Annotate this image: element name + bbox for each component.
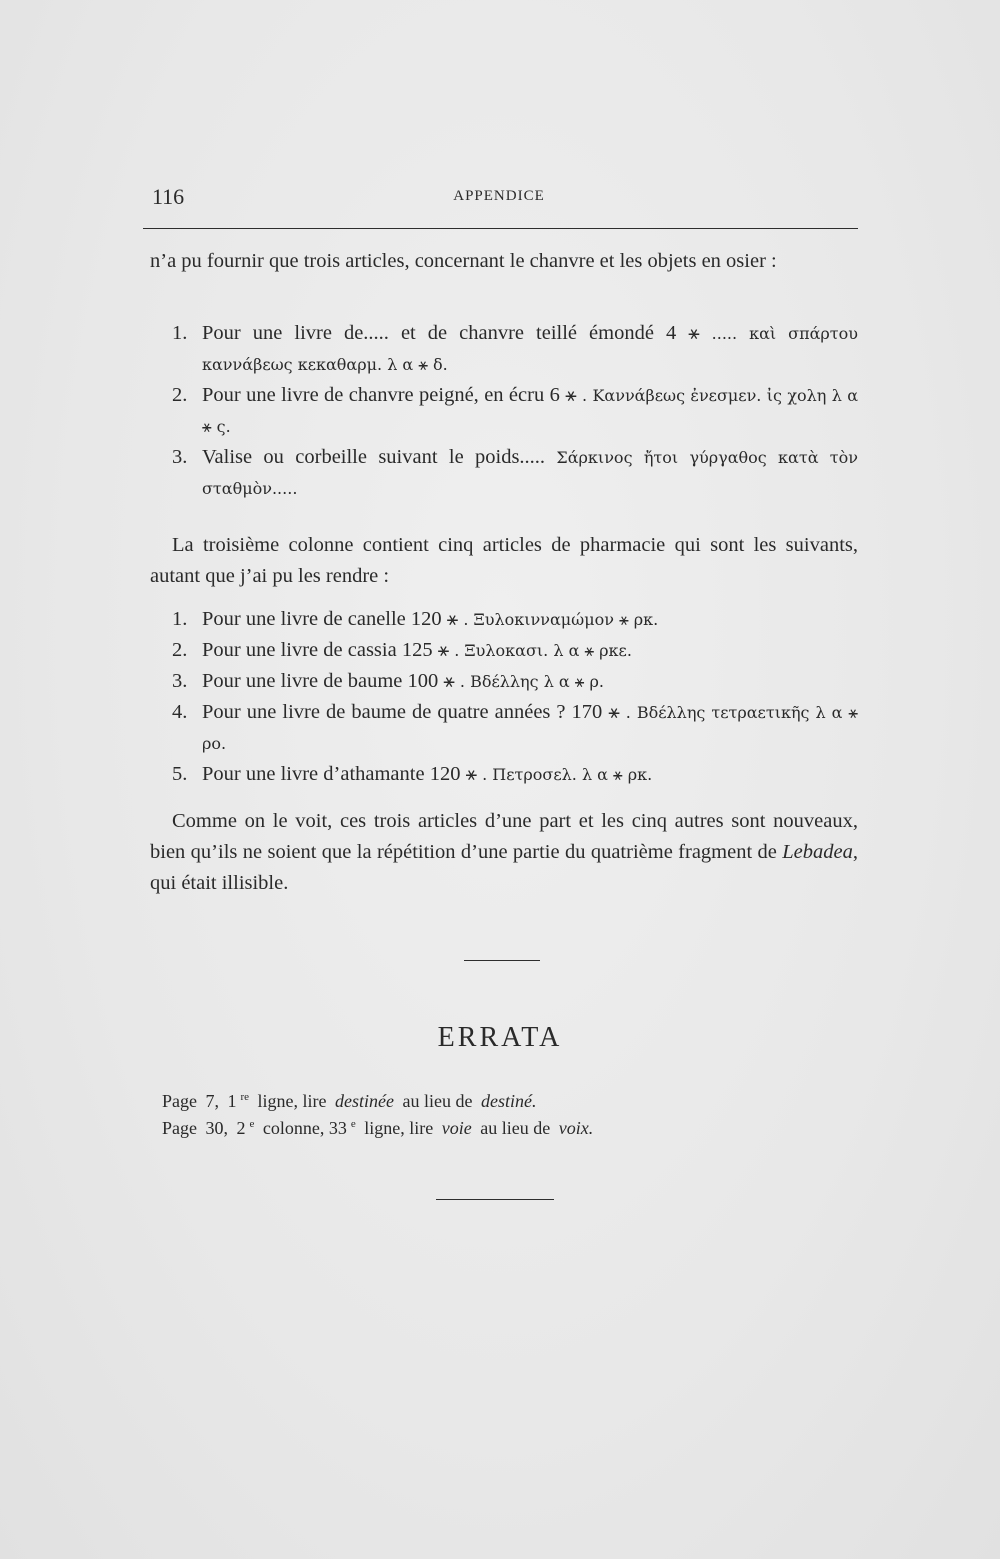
item-greek: ..... καὶ σπάρτου καννάβεως κεκαθαρμ. λ α ⚹ δ.: [202, 324, 859, 374]
item-body: [202, 380, 858, 442]
item-number: 3.: [172, 446, 188, 468]
errata-rest-tail: ligne, lire: [364, 1118, 434, 1138]
errata-rest: [263, 1118, 356, 1138]
denarius-mark-icon: ⚹: [443, 670, 455, 692]
item-number: 2.: [172, 639, 188, 661]
item-body: [202, 318, 858, 380]
errata-title: ERRATA: [437, 1022, 563, 1053]
item-greek: . Βδέλλης τετραετικῆς λ α ⚹ ρο.: [202, 703, 859, 753]
page-number: 116: [152, 184, 185, 209]
item-text: Pour une livre de baume de quatre années ? 170: [202, 701, 603, 723]
list-item: [172, 635, 858, 666]
list-item: [172, 604, 858, 635]
list-item: [172, 697, 858, 759]
pharmacy-paragraph: La troisième colonne contient cinq articles de pharmacie qui sont les suivants, autant que j’ai pu les rendre :: [150, 534, 858, 587]
denarius-mark-icon: ⚹: [688, 322, 700, 344]
list-item: [172, 666, 858, 697]
errata-page: 7,: [205, 1091, 219, 1111]
item-body: [202, 635, 858, 666]
intro-paragraph: n’a pu fournir que trois articles, concernant le chanvre et les objets en osier :: [150, 250, 777, 272]
pharmacy-items-list: [172, 604, 858, 790]
list-item: [172, 380, 858, 442]
end-divider: [436, 1199, 554, 1200]
errata-line: [237, 1118, 255, 1138]
item-text: Pour une livre d’athamante 120: [202, 763, 461, 785]
item-greek: . Πετροσελ. λ α ⚹ ρκ.: [482, 765, 653, 784]
item-number: 3.: [172, 670, 188, 692]
errata-rest: ligne, lire: [257, 1091, 327, 1111]
item-number: 1.: [172, 322, 188, 344]
errata-line: [228, 1091, 250, 1111]
item-greek: . Ξυλοκινναμώμον ⚹ ρκ.: [463, 610, 659, 629]
item-greek: . Καννάβεως ἐνεσμεν. ἰς χολη λ α ⚹ ς.: [202, 386, 859, 436]
item-body: [202, 697, 858, 759]
errata-page-label: Page: [162, 1118, 197, 1138]
denarius-mark-icon: ⚹: [565, 384, 577, 406]
item-text: Pour une livre de chanvre peigné, en écru 6: [202, 384, 560, 406]
running-title: APPENDICE: [453, 188, 545, 204]
conclusion-paragraph: [150, 806, 858, 899]
header-rule: [143, 228, 858, 229]
item-text: Pour une livre de canelle 120: [202, 608, 442, 630]
errata-mid: au lieu de: [402, 1091, 473, 1111]
item-greek: . Βδέλλης λ α ⚹ ρ.: [459, 672, 604, 691]
item-body: [202, 759, 858, 790]
item-text: Pour une livre de cassia 125: [202, 639, 433, 661]
item-number: 5.: [172, 763, 188, 785]
errata-item: [162, 1115, 842, 1142]
conclusion-italic: Lebadea: [782, 841, 853, 863]
item-text: Pour une livre de baume 100: [202, 670, 439, 692]
errata-page-label: Page: [162, 1091, 197, 1111]
errata-rest-suffix: e: [350, 1118, 356, 1130]
item-number: 1.: [172, 608, 188, 630]
item-greek: . Ξυλοκασι. λ α ⚹ ρκε.: [454, 641, 632, 660]
item-body: [202, 442, 858, 504]
list-item: [172, 442, 858, 504]
denarius-mark-icon: ⚹: [608, 701, 620, 723]
item-text: Pour une livre de..... et de chanvre teillé émondé 4: [202, 322, 677, 344]
denarius-mark-icon: ⚹: [437, 639, 450, 661]
errata-page: 30,: [205, 1118, 228, 1138]
errata-ordinal-suffix: e: [249, 1118, 255, 1130]
item-greek: Σάρκινος ἤτοι γύργαθος κατὰ τὸν σταθμὸν.....: [202, 448, 859, 498]
errata-ordinal: 2: [236, 1118, 246, 1138]
errata-correct: destinée: [335, 1091, 395, 1111]
list-item: [172, 759, 858, 790]
item-number: 4.: [172, 701, 188, 723]
denarius-mark-icon: ⚹: [465, 763, 477, 785]
hemp-items-list: [172, 318, 858, 504]
errata-wrong: voix.: [558, 1118, 594, 1138]
item-text: Valise ou corbeille suivant le poids.....: [202, 446, 546, 468]
errata-list: [162, 1088, 842, 1142]
section-divider: [464, 960, 540, 961]
errata-mid: au lieu de: [480, 1118, 551, 1138]
list-item: [172, 318, 858, 380]
errata-ordinal-suffix: re: [240, 1091, 250, 1103]
item-body: [202, 666, 858, 697]
conclusion-tail: , qui était illisible.: [150, 841, 858, 894]
errata-wrong: destiné.: [481, 1091, 537, 1111]
errata-ordinal: 1: [227, 1091, 237, 1111]
conclusion-text: Comme on le voit, ces trois articles d’une part et les cinq autres sont nouveaux, bien qu’ils ne soient que la répétition d’une partie du quatrième fragment de: [150, 810, 858, 863]
item-number: 2.: [172, 384, 188, 406]
item-body: [202, 604, 858, 635]
errata-rest-text: colonne, 33: [262, 1118, 347, 1138]
running-head: [140, 184, 858, 212]
errata-correct: voie: [441, 1118, 472, 1138]
denarius-mark-icon: ⚹: [446, 608, 459, 630]
errata-item: [162, 1088, 842, 1115]
